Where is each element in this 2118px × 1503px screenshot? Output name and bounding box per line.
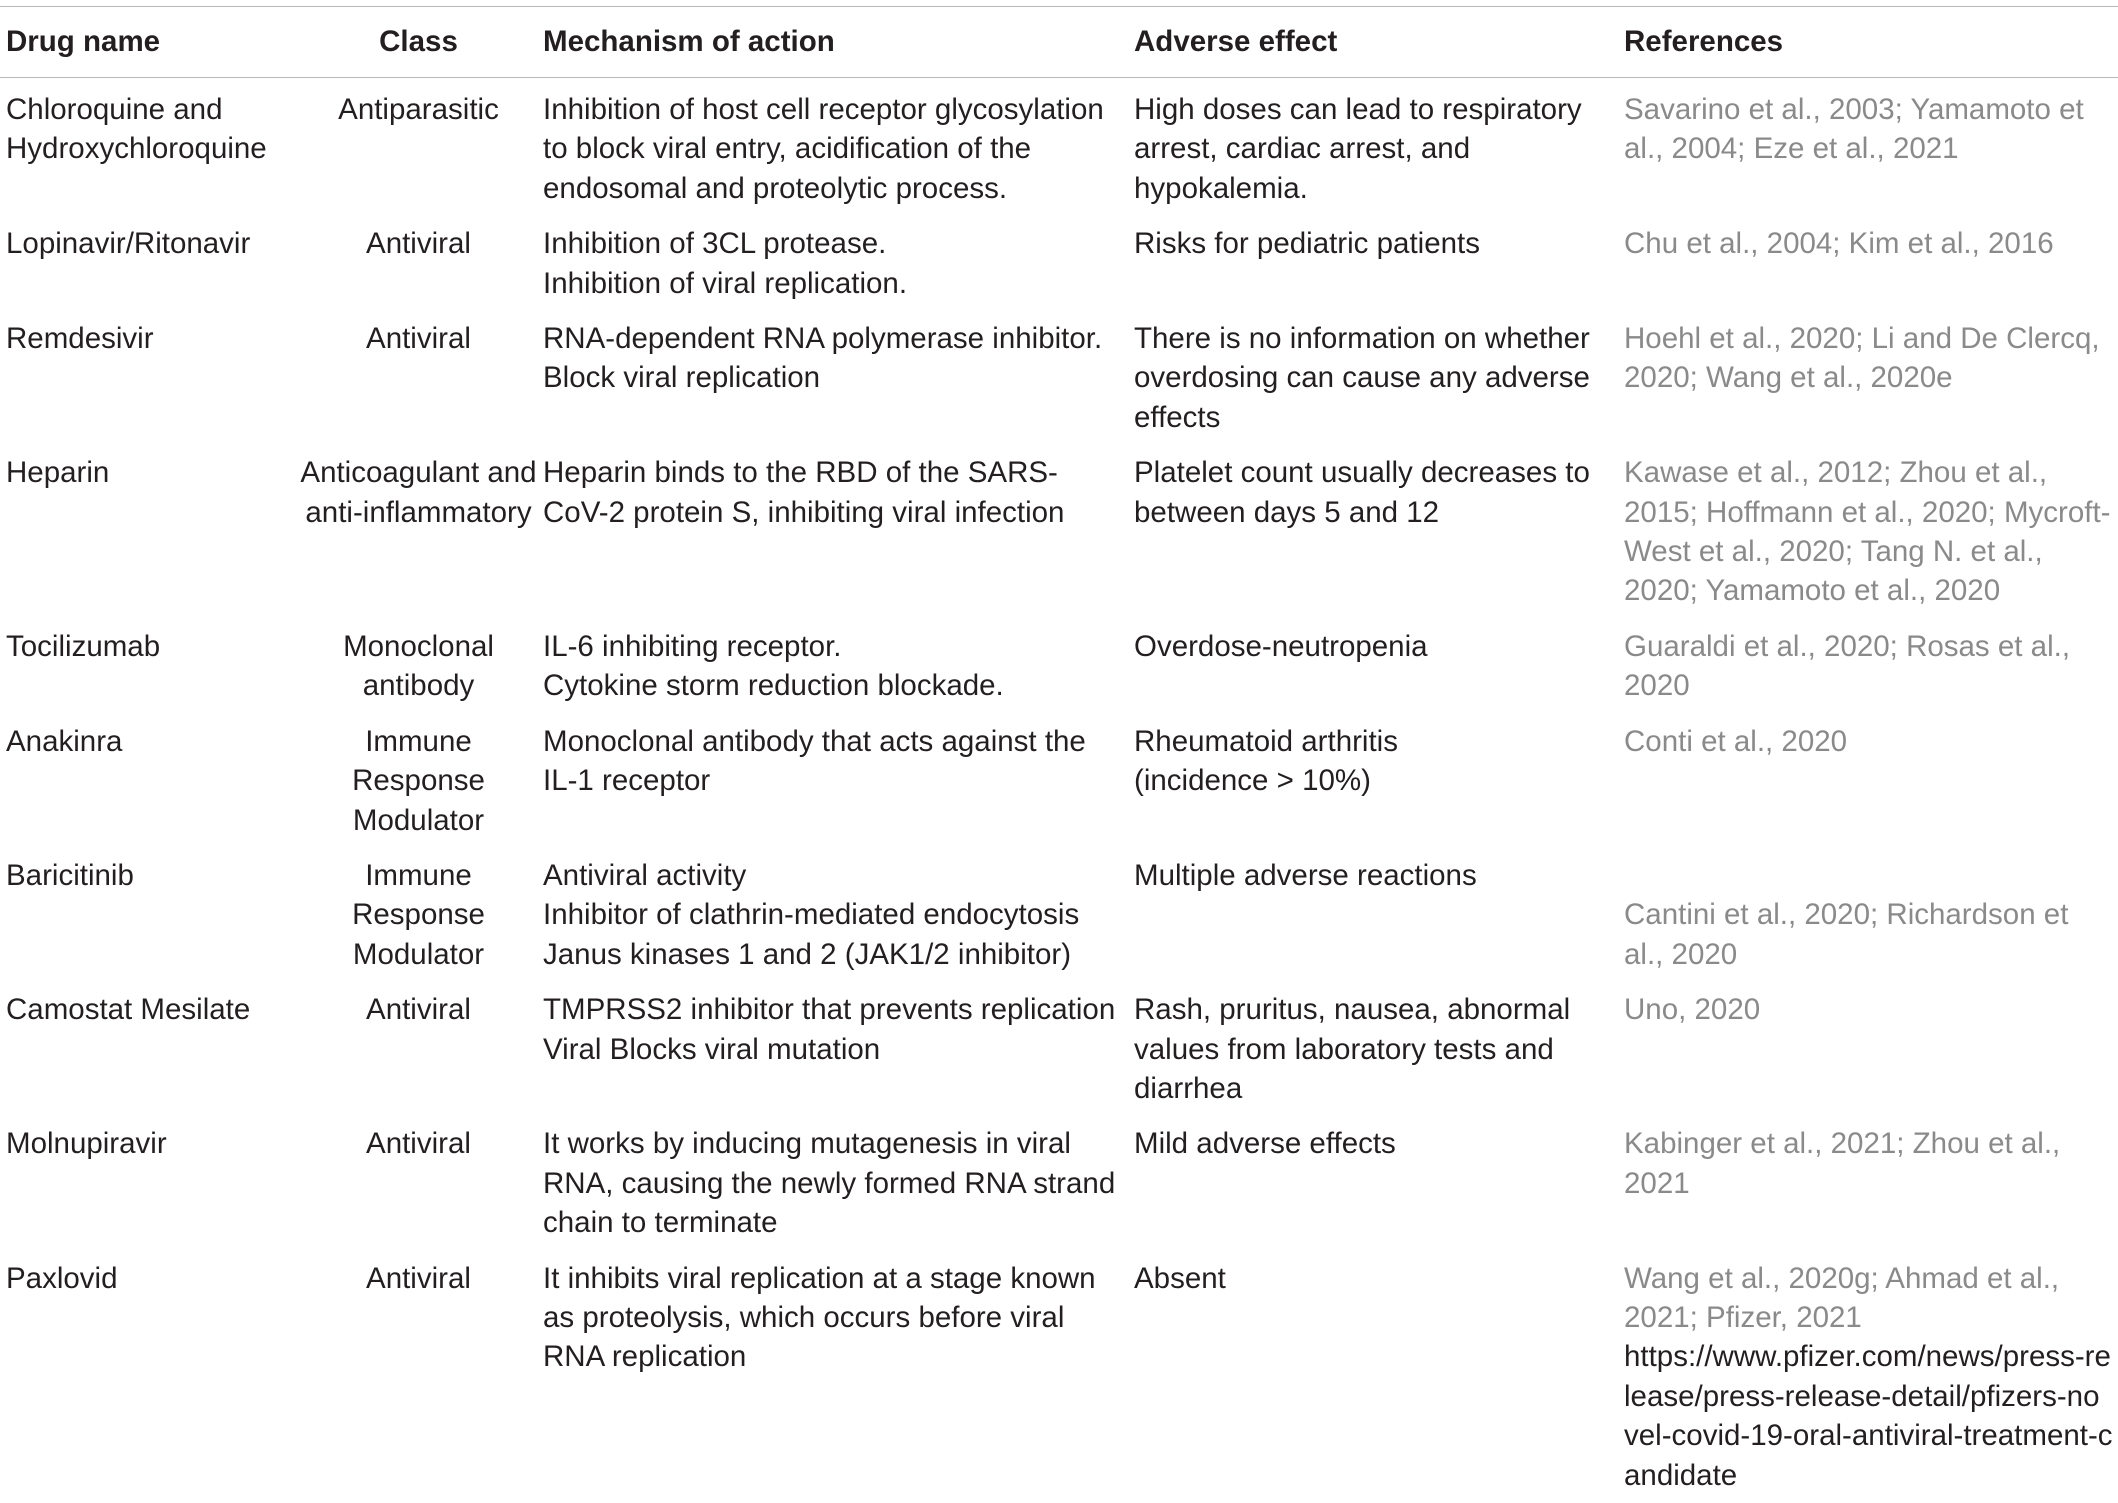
mechanism-cell [537,216,1128,311]
drug-name-cell: Chloroquine and Hydroxychloroquine [0,78,300,217]
drug-class-cell: Antiviral [300,982,537,1116]
adverse-effect-line: Mild adverse effects [1134,1124,1608,1163]
drug-class-cell: Monoclonal antibody [300,619,537,714]
table-row [0,311,2118,445]
table-row [0,982,2118,1116]
adverse-effect-cell [1128,714,1618,848]
references-cell [1618,848,2118,982]
table-row [0,445,2118,619]
reference-links[interactable]: Kabinger et al., 2021; Zhou et al., 2021 [1624,1127,2060,1199]
mechanism-cell [537,311,1128,445]
mechanism-line: Heparin binds to the RBD of the SARS-CoV-2 protein S, inhibiting viral infection [543,453,1118,532]
mechanism-line: RNA-dependent RNA polymerase inhibitor. [543,319,1118,358]
adverse-effect-line: Risks for pediatric patients [1134,224,1608,263]
mechanism-cell [537,714,1128,848]
adverse-effect-cell [1128,216,1618,311]
adverse-effect-cell [1128,982,1618,1116]
references-cell [1618,311,2118,445]
references-spacer [1624,856,2114,895]
adverse-effect-cell [1128,848,1618,982]
mechanism-cell [537,619,1128,714]
drug-name-cell: Anakinra [0,714,300,848]
header-drug-name: Drug name [0,7,300,78]
drug-name-cell: Paxlovid [0,1251,300,1503]
adverse-effect-cell [1128,619,1618,714]
adverse-effect-line: Rash, pruritus, nausea, abnormal values from laboratory tests and diarrhea [1134,990,1608,1108]
mechanism-line: It works by inducing mutagenesis in viral RNA, causing the newly formed RNA strand chain to terminate [543,1124,1118,1242]
references-cell [1618,714,2118,848]
reference-links[interactable]: Wang et al., 2020g; Ahmad et al., 2021; Pfizer, 2021 [1624,1262,2059,1334]
mechanism-cell [537,982,1128,1116]
adverse-effect-line: High doses can lead to respiratory arrest, cardiac arrest, and hypokalemia. [1134,90,1608,208]
mechanism-cell [537,1251,1128,1503]
adverse-effect-line: There is no information on whether overdosing can cause any adverse effects [1134,319,1608,437]
reference-links[interactable]: Kawase et al., 2012; Zhou et al., 2015; Hoffmann et al., 2020; Mycroft-West et al., 2020; Tang N. et al., 2020; Yamamoto et al., 2020 [1624,456,2110,607]
header-mechanism: Mechanism of action [537,7,1128,78]
reference-links[interactable]: Cantini et al., 2020; Richardson et al., 2020 [1624,898,2068,970]
mechanism-line: Inhibition of viral replication. [543,264,1118,303]
table-row [0,714,2118,848]
reference-links[interactable]: Guaraldi et al., 2020; Rosas et al., 2020 [1624,630,2070,702]
drug-name-cell: Tocilizumab [0,619,300,714]
references-cell [1618,78,2118,217]
table-row [0,619,2118,714]
mechanism-line: Cytokine storm reduction blockade. [543,666,1118,705]
drug-class-cell: Antiviral [300,216,537,311]
drug-name-cell: Baricitinib [0,848,300,982]
header-row [0,7,2118,78]
drug-table-container [0,6,2118,1503]
drug-class-cell: Immune Response Modulator [300,714,537,848]
drug-class-cell: Immune Response Modulator [300,848,537,982]
table-row [0,216,2118,311]
drug-name-cell: Camostat Mesilate [0,982,300,1116]
mechanism-line: Monoclonal antibody that acts against the IL-1 receptor [543,722,1118,801]
drug-name-cell: Remdesivir [0,311,300,445]
drug-table [0,6,2118,1503]
mechanism-cell [537,1116,1128,1250]
adverse-effect-cell [1128,1116,1618,1250]
reference-links[interactable]: Uno, 2020 [1624,993,1760,1026]
mechanism-line: IL-6 inhibiting receptor. [543,627,1118,666]
adverse-effect-line: Overdose-neutropenia [1134,627,1608,666]
references-cell [1618,216,2118,311]
header-references: References [1618,7,2118,78]
mechanism-line: TMPRSS2 inhibitor that prevents replication [543,990,1118,1029]
references-cell [1618,1116,2118,1250]
table-header [0,7,2118,78]
mechanism-cell [537,78,1128,217]
table-row [0,1116,2118,1250]
mechanism-line: Inhibition of host cell receptor glycosylation to block viral entry, acidification of the endosomal and proteolytic process. [543,90,1118,208]
references-cell [1618,1251,2118,1503]
drug-name-cell: Heparin [0,445,300,619]
adverse-effect-line: Platelet count usually decreases to between days 5 and 12 [1134,453,1608,532]
adverse-effect-cell [1128,445,1618,619]
drug-class-cell: Anticoagulant and anti-inflammatory [300,445,537,619]
references-cell [1618,445,2118,619]
drug-class-cell: Antiviral [300,311,537,445]
header-class: Class [300,7,537,78]
adverse-effect-line: Absent [1134,1259,1608,1298]
adverse-effect-cell [1128,311,1618,445]
reference-url[interactable]: https://www.pfizer.com/news/press-release/press-release-detail/pfizers-novel-covid-19-oral-antiviral-treatment-candidate [1624,1337,2114,1495]
references-cell [1618,619,2118,714]
drug-name-cell: Lopinavir/Ritonavir [0,216,300,311]
references-cell [1618,982,2118,1116]
adverse-effect-cell [1128,1251,1618,1503]
mechanism-line: Janus kinases 1 and 2 (JAK1/2 inhibitor) [543,935,1118,974]
table-row [0,848,2118,982]
drug-name-cell: Molnupiravir [0,1116,300,1250]
adverse-effect-line: (incidence > 10%) [1134,761,1608,800]
mechanism-line: Inhibition of 3CL protease. [543,224,1118,263]
mechanism-cell [537,848,1128,982]
adverse-effect-cell [1128,78,1618,217]
mechanism-line: Viral Blocks viral mutation [543,1030,1118,1069]
reference-links[interactable]: Conti et al., 2020 [1624,725,1847,758]
header-adverse-effect: Adverse effect [1128,7,1618,78]
table-row [0,1251,2118,1503]
mechanism-line: Inhibitor of clathrin-mediated endocytosis [543,895,1118,934]
drug-class-cell: Antiviral [300,1116,537,1250]
reference-links[interactable]: Hoehl et al., 2020; Li and De Clercq, 2020; Wang et al., 2020e [1624,322,2100,394]
drug-class-cell: Antiviral [300,1251,537,1503]
adverse-effect-line: Multiple adverse reactions [1134,856,1608,895]
mechanism-line: Antiviral activity [543,856,1118,895]
table-row [0,78,2118,217]
mechanism-cell [537,445,1128,619]
adverse-effect-line: Rheumatoid arthritis [1134,722,1608,761]
mechanism-line: It inhibits viral replication at a stage known as proteolysis, which occurs before viral RNA replication [543,1259,1118,1377]
reference-links[interactable]: Savarino et al., 2003; Yamamoto et al., 2004; Eze et al., 2021 [1624,93,2084,165]
mechanism-line: Block viral replication [543,358,1118,397]
drug-class-cell: Antiparasitic [300,78,537,217]
reference-links[interactable]: Chu et al., 2004; Kim et al., 2016 [1624,227,2054,260]
table-body [0,78,2118,1503]
